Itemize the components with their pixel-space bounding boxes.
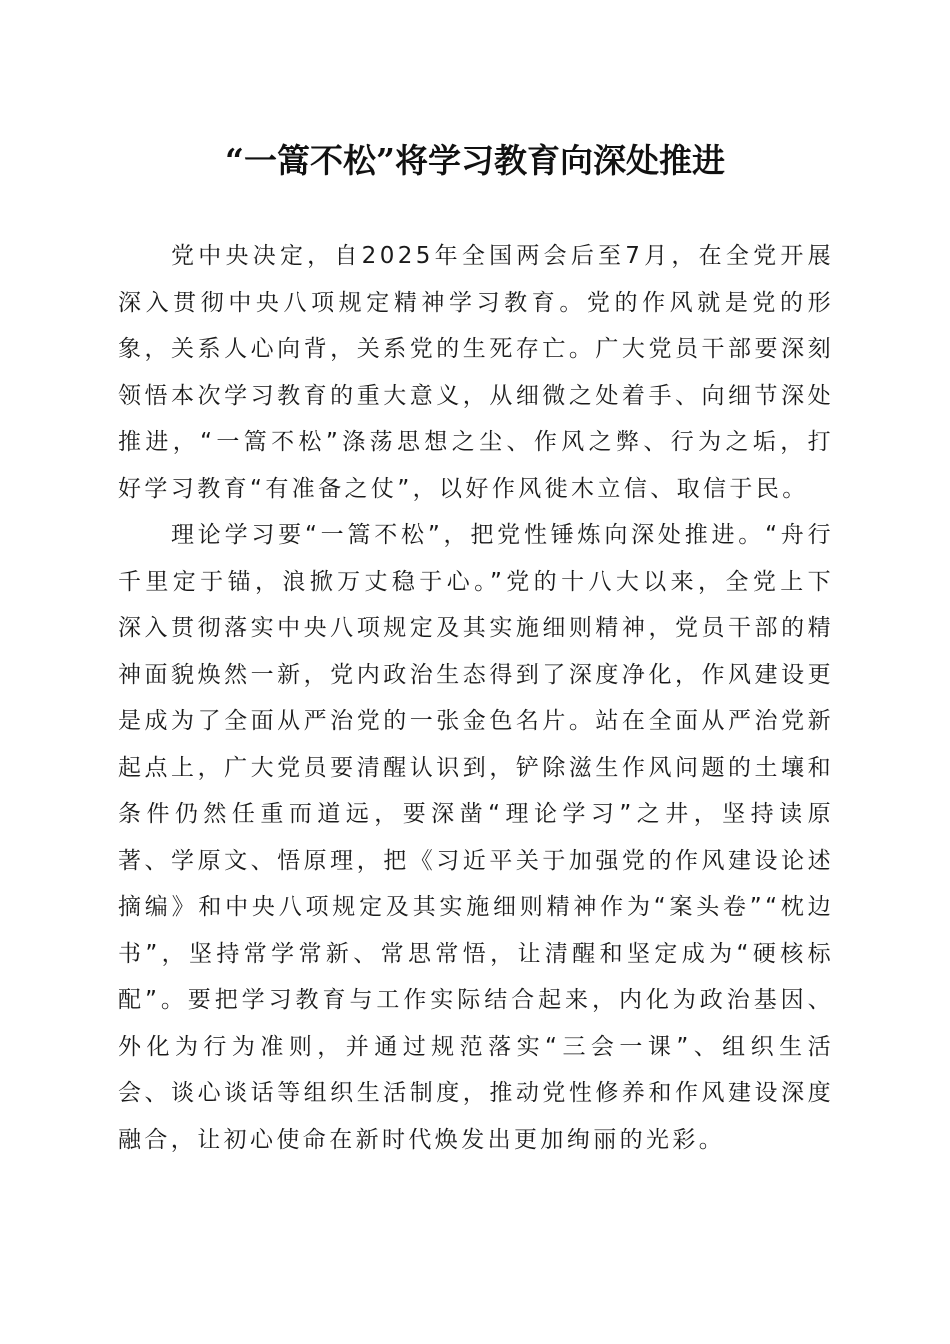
paragraph-2: 理论学习要“一篙不松”，把党性锤炼向深处推进。“舟行千里定于锚，浪掀万丈稳于心。”党的十八大以来，全党上下深入贯彻落实中央八项规定及其实施细则精神，党员干部的精神面貌焕然一新，党内政治生态得到了深度净化，作风建设更是成为了全面从严治党的一张金色名片。站在全面从严治党新起点上，广大党员要清醒认识到，铲除滋生作风问题的土壤和条件仍然任重而道远，要深凿“理论学习”之井，坚持读原著、学原文、悟原理，把《习近平关于加强党的作风建设论述摘编》和中央八项规定及其实施细则精神作为“案头卷”“枕边书”，坚持常学常新、常思常悟，让清醒和坚定成为“硬核标配”。要把学习教育与工作实际结合起来，内化为政治基因、外化为行为准则，并通过规范落实“三会一课”、组织生活会、谈心谈话等组织生活制度，推动党性修养和作风建设深度融合，让初心使命在新时代焕发出更加绚丽的光彩。: [118, 522, 834, 1153]
document-title: “一篙不松”将学习教育向深处推进: [225, 141, 725, 180]
document-body: [118, 233, 834, 1163]
paragraph-1: 党中央决定，自2025年全国两会后至7月，在全党开展深入贯彻中央八项规定精神学习教育。党的作风就是党的形象，关系人心向背，关系党的生死存亡。广大党员干部要深刻领悟本次学习教育的重大意义，从细微之处着手、向细节深处推进，“一篙不松”涤荡思想之尘、作风之弊、行为之垢，打好学习教育“有准备之仗”，以好作风徙木立信、取信于民。: [118, 243, 834, 502]
